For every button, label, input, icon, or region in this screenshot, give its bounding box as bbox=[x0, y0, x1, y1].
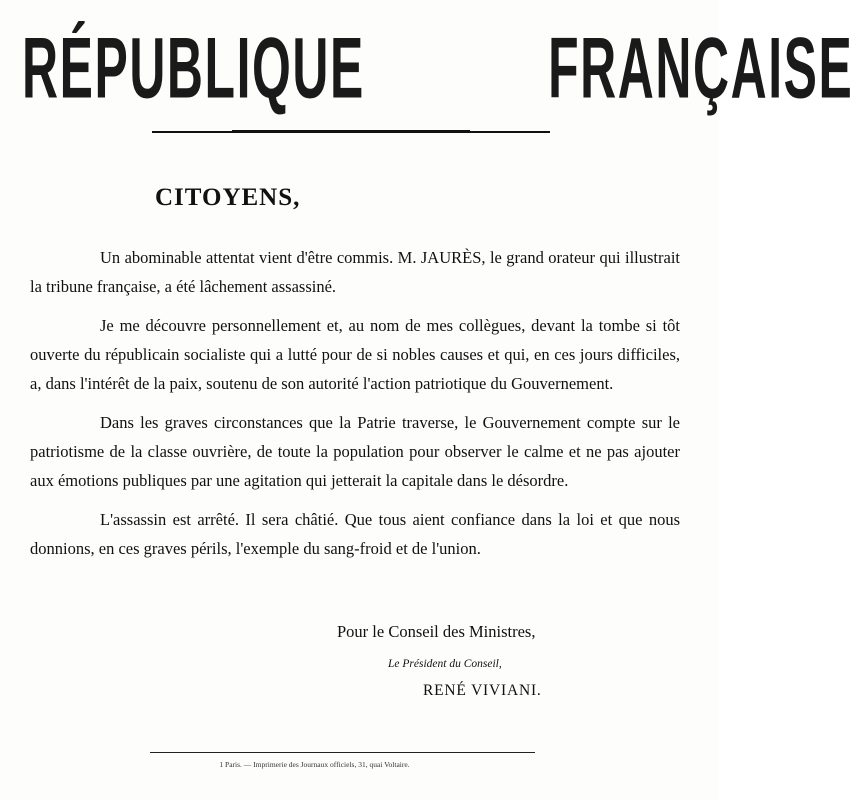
paragraph-2: Je me découvre personnellement et, au nom de mes collègues, devant la tombe si tôt ouverte du républicain socialiste qui a lutté pour de si nobles causes et qui, en ces jours difficiles, a, dans l'intérêt de la paix, soutenu de son autorité l'action patriotique du Gouvernement. bbox=[30, 316, 680, 393]
title-divider bbox=[152, 131, 550, 133]
paragraph-3: Dans les graves circonstances que la Patrie traverse, le Gouvernement compte sur le patriotisme de la classe ouvrière, de toute la population pour observer le calme et ne pas ajouter aux émotions publiques par une agitation qui jetterait la capitale dans le désordre. bbox=[30, 413, 680, 490]
salutation: CITOYENS, bbox=[155, 184, 301, 211]
signature-council-line: Pour le Conseil des Ministres, bbox=[337, 622, 536, 641]
paragraph-4: L'assassin est arrêté. Il sera châtié. Que tous aient confiance dans la loi et que nous donnions, en ces graves périls, l'exemple du sang-froid et de l'union. bbox=[30, 510, 680, 558]
headline-word-right: FRANÇAISE bbox=[547, 19, 853, 117]
signature-title: Le Président du Conseil, bbox=[388, 658, 502, 670]
proclamation-body bbox=[30, 243, 680, 573]
signature-name: RENÉ VIVIANI. bbox=[423, 682, 542, 699]
printer-imprint bbox=[0, 760, 719, 769]
paragraph-1: Un abominable attentat vient d'être commis. M. JAURÈS, le grand orateur qui illustrait la tribune française, a été lâchement assassiné. bbox=[30, 248, 680, 296]
footer-divider bbox=[150, 752, 535, 753]
printer-imprint-text: 1 Paris. — Imprimerie des Journaux officiels, 31, quai Voltaire. bbox=[219, 760, 410, 769]
headline bbox=[22, 18, 853, 118]
headline-word-left: RÉPUBLIQUE bbox=[22, 19, 365, 117]
